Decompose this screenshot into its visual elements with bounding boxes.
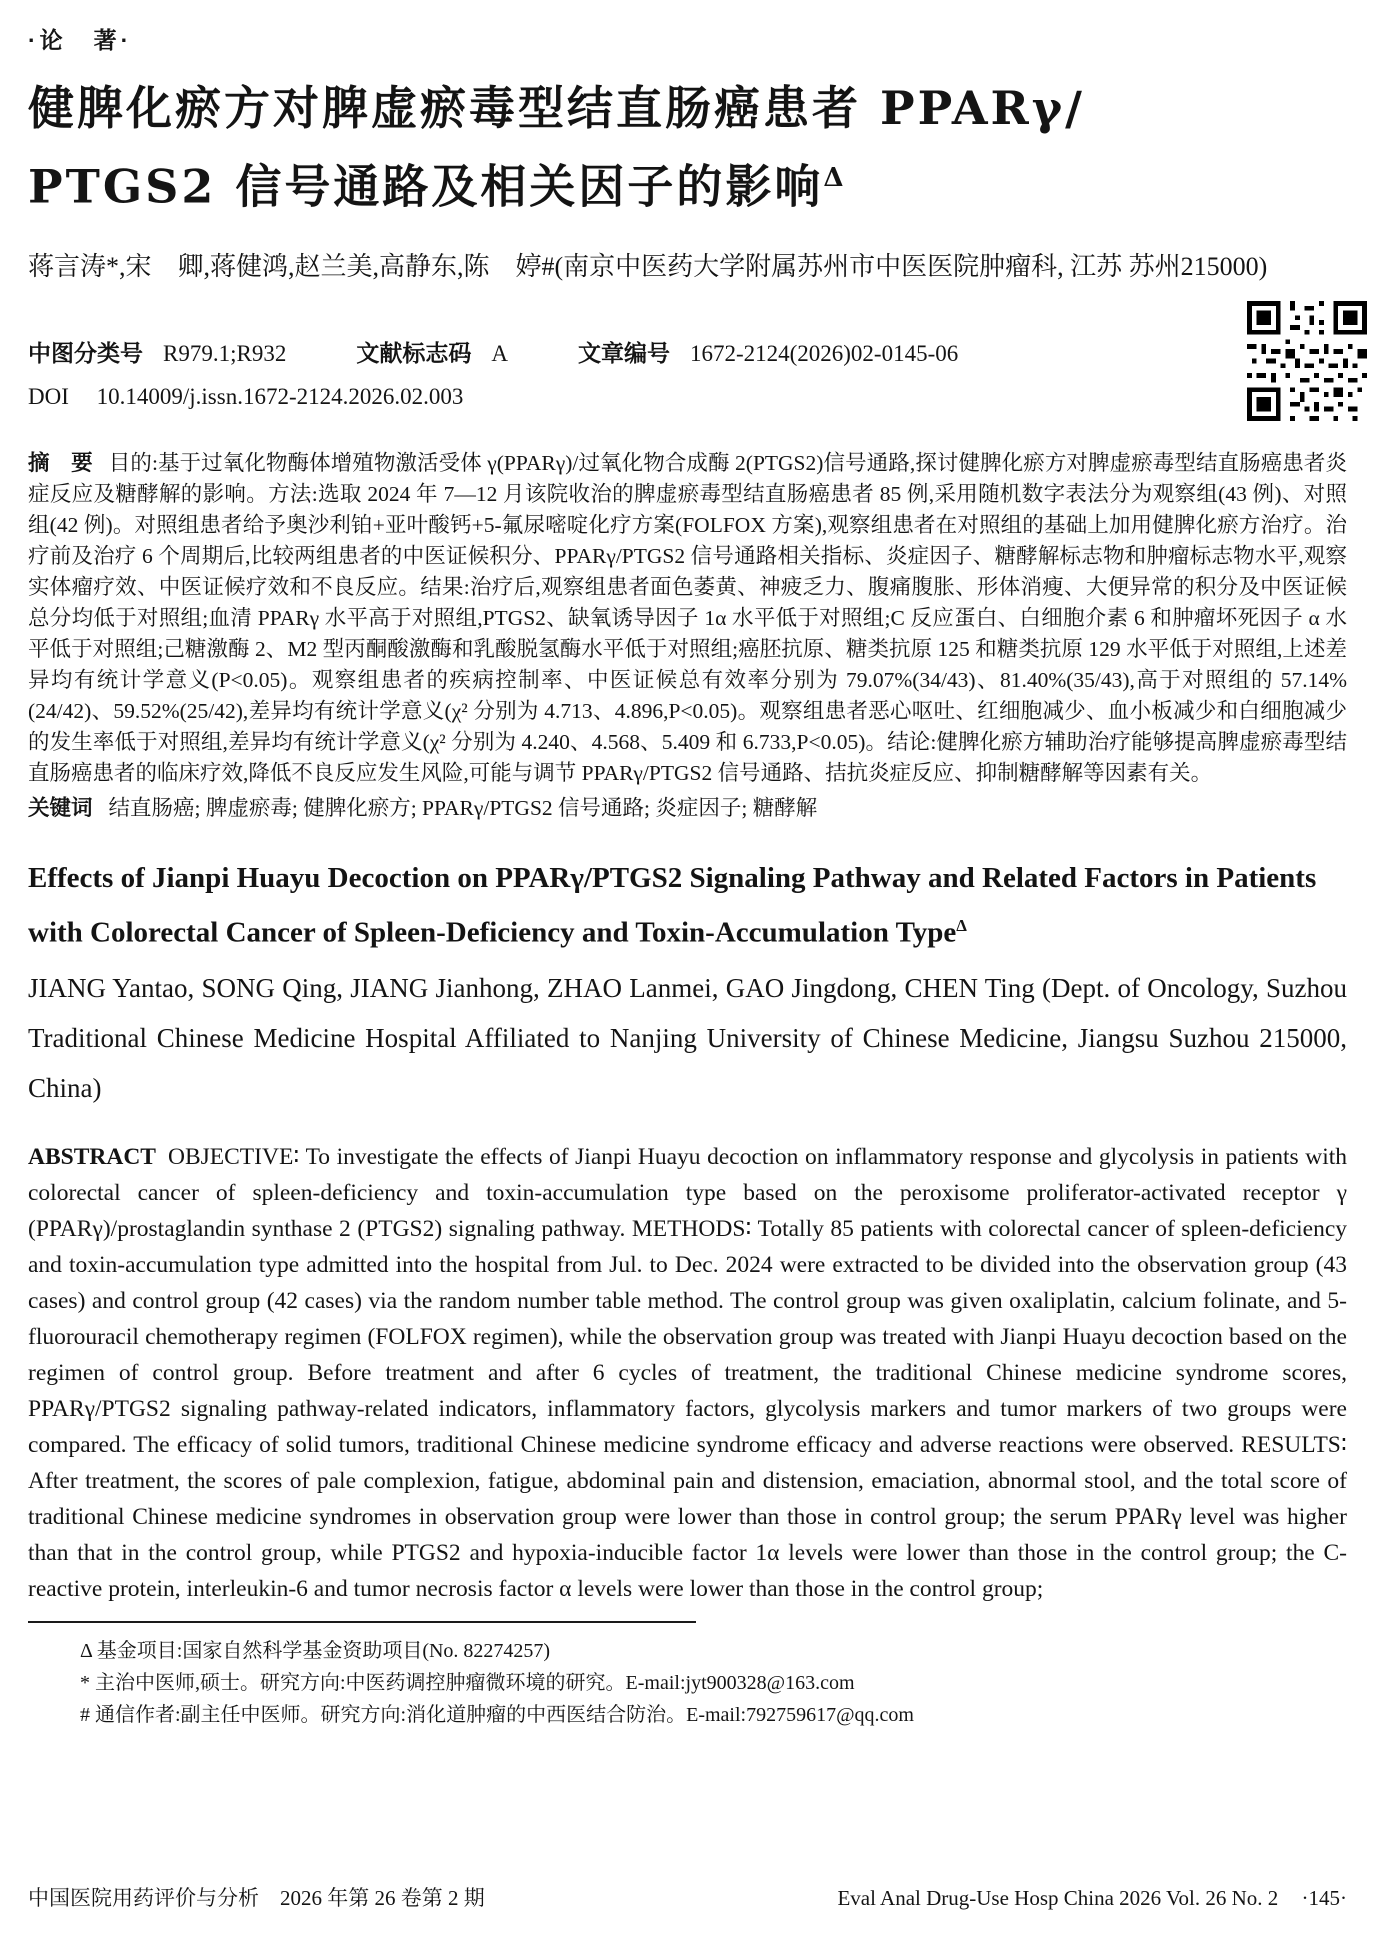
english-title: Effects of Jianpi Huayu Decoction on PPARγ/PTGS2 Signaling Pathway and Related Factors in Patients with Colorectal Cancer of Spleen-Deficiency and Toxin-Accumulation Type$^\Delta$ xyxy=(28,862,1317,949)
title-line1: 健脾化瘀方对脾虚瘀毒型结直肠癌患者 PPARγ/ xyxy=(28,81,1085,135)
footer-journal-en-text: Eval Anal Drug-Use Hosp China 2026 Vol. 26 No. 2 xyxy=(837,1886,1279,1910)
article-id-value: 1672-2124(2026)02-0145-06 xyxy=(689,341,959,367)
abstract-en-label: ABSTRACT xyxy=(28,1143,156,1170)
doc-code-value: A xyxy=(491,341,508,367)
doi-label: DOI xyxy=(28,384,69,410)
footnotes xyxy=(28,1635,1347,1731)
clc-label: 中图分类号 xyxy=(28,340,143,367)
page-title xyxy=(28,73,1347,221)
clc-value: R979.1;R932 xyxy=(163,341,287,367)
english-title-superscript: Δ xyxy=(956,916,967,936)
doi-value: 10.14009/j.issn.1672-2124.2026.02.003 xyxy=(96,384,464,410)
footnote-first-author: * 主治中医师,硕士。研究方向:中医药调控肿瘤微环境的研究。E-mail:jyt900328@163.com xyxy=(80,1671,855,1694)
authors-english: JIANG Yantao, SONG Qing, JIANG Jianhong, ZHAO Lanmei, GAO Jingdong, CHEN Ting (Dept. of Oncology, Suzhou Traditional Chinese Medicine Hospital Affiliated to Nanjing University of Chinese Medicine, Jiangsu Suzhou 215000, China) xyxy=(28,972,1347,1103)
footnote-divider xyxy=(28,1621,696,1623)
abstract-chinese xyxy=(28,448,1347,789)
qr-code xyxy=(1247,300,1367,422)
title-superscript: Δ xyxy=(823,163,847,193)
footer-page-number: ·145· xyxy=(1301,1886,1347,1910)
page-footer xyxy=(28,1882,1347,1912)
classification-row xyxy=(28,335,1347,368)
footnote-corresponding-author: # 通信作者:副主任中医师。研究方向:消化道肿瘤的中西医结合防治。E-mail:792759617@qq.com xyxy=(80,1703,914,1726)
abstract-cn-text: 目的:基于过氧化物酶体增殖物激活受体 γ(PPARγ)/过氧化物合成酶 2(PTGS2)信号通路,探讨健脾化瘀方对脾虚瘀毒型结直肠癌患者炎症反应及糖酵解的影响。方法:选取 2024 年 7—12 月该院收治的脾虚瘀毒型结直肠癌患者 85 例,采用随机数字表法分为观察组(43 例)、对照组(42 例)。对照组患者给予奥沙利铂+亚叶酸钙+5-氟尿嘧啶化疗方案(FOLFOX 方案),观察组患者在对照组的基础上加用健脾化瘀方治疗。治疗前及治疗 6 个周期后,比较两组患者的中医证候积分、PPARγ/PTGS2 信号通路相关指标、炎症因子、糖酵解标志物和肿瘤标志物水平,观察实体瘤疗效、中医证候疗效和不良反应。结果:治疗后,观察组患者面色萎黄、神疲乏力、腹痛腹胀、形体消瘦、大便异常的积分及中医证候总分均低于对照组;血清 PPARγ 水平高于对照组,PTGS2、缺氧诱导因子 1α 水平低于对照组;C 反应蛋白、白细胞介素 6 和肿瘤坏死因子 α 水平低于对照组;己糖激酶 2、M2 型丙酮酸激酶和乳酸脱氢酶水平低于对照组;癌胚抗原、糖类抗原 125 和糖类抗原 129 水平低于对照组,上述差异均有统计学意义(P<0.05)。观察组患者的疾病控制率、中医证候总有效率分别为 79.07%(34/43)、81.40%(35/43),高于对照组的 57.14%(24/42)、59.52%(25/42),差异均有统计学意义(χ² 分别为 4.713、4.896,P<0.05)。观察组患者恶心呕吐、红细胞减少、血小板减少和白细胞减少的发生率低于对照组,差异均有统计学意义(χ² 分别为 4.240、4.568、5.409 和 6.733,P<0.05)。结论:健脾化瘀方辅助治疗能够提高脾虚瘀毒型结直肠癌患者的临床疗效,降低不良反应发生风险,可能与调节 PPARγ/PTGS2 信号通路、拮抗炎症反应、抑制糖酵解等因素有关。 xyxy=(28,451,1347,786)
keywords-row xyxy=(28,793,1347,824)
keywords-text: 结直肠癌; 脾虚瘀毒; 健脾化瘀方; PPARγ/PTGS2 信号通路; 炎症因子; 糖酵解 xyxy=(108,796,818,821)
title-line2: PTGS2 信号通路及相关因子的影响 xyxy=(28,159,824,214)
abstract-cn-label: 摘 要 xyxy=(28,451,93,476)
doi-row xyxy=(28,384,1347,410)
doc-code-label: 文献标志码 xyxy=(356,340,472,367)
footnote-funding: Δ 基金项目:国家自然科学基金资助项目(No. 82274257) xyxy=(80,1639,551,1662)
article-id-label: 文章编号 xyxy=(577,340,670,367)
footer-journal-en xyxy=(837,1886,1347,1911)
keywords-label: 关键词 xyxy=(28,796,93,821)
article-type-label: ·论 著· xyxy=(28,27,133,53)
footer-journal-cn: 中国医院用药评价与分析 2026 年第 26 卷第 2 期 xyxy=(28,1886,485,1910)
abstract-english xyxy=(28,1139,1347,1607)
authors-chinese: 蒋言涛*,宋 卿,蒋健鸿,赵兰美,高静东,陈 婷#(南京中医药大学附属苏州市中医医院肿瘤科, 江苏 苏州215000) xyxy=(28,252,1268,282)
abstract-en-text: OBJECTIVE∶ To investigate the effects of Jianpi Huayu decoction on inflammatory response and glycolysis in patients with colorectal cancer of spleen-deficiency and toxin-accumulation type based on the peroxisome proliferator-activated receptor γ (PPARγ)/prostaglandin synthase 2 (PTGS2) signaling pathway. METHODS∶ Totally 85 patients with colorectal cancer of spleen-deficiency and toxin-accumulation type admitted into the hospital from Jul. to Dec. 2024 were extracted to be divided into the observation group (43 cases) and control group (42 cases) via the random number table method. The control group was given oxaliplatin, calcium folinate, and 5-fluorouracil chemotherapy regimen (FOLFOX regimen), while the observation group was treated with Jianpi Huayu decoction based on the regimen of control group. Before treatment and after 6 cycles of treatment, the traditional Chinese medicine syndrome scores, PPARγ/PTGS2 signaling pathway-related indicators, inflammatory factors, glycolysis markers and tumor markers of two groups were compared. The efficacy of solid tumors, traditional Chinese medicine syndrome efficacy and adverse reactions were observed. RESULTS∶ After treatment, the scores of pale complexion, fatigue, abdominal pain and distension, emaciation, abnormal stool, and the total score of traditional Chinese medicine syndromes in observation group were lower than those in control group; the serum PPARγ level was higher than that in the control group, while PTGS2 and hypoxia-inducible factor 1α levels were lower than those in the control group; the C-reactive protein, interleukin-6 and tumor necrosis factor α levels were lower than those in the control group; xyxy=(28,1143,1347,1602)
